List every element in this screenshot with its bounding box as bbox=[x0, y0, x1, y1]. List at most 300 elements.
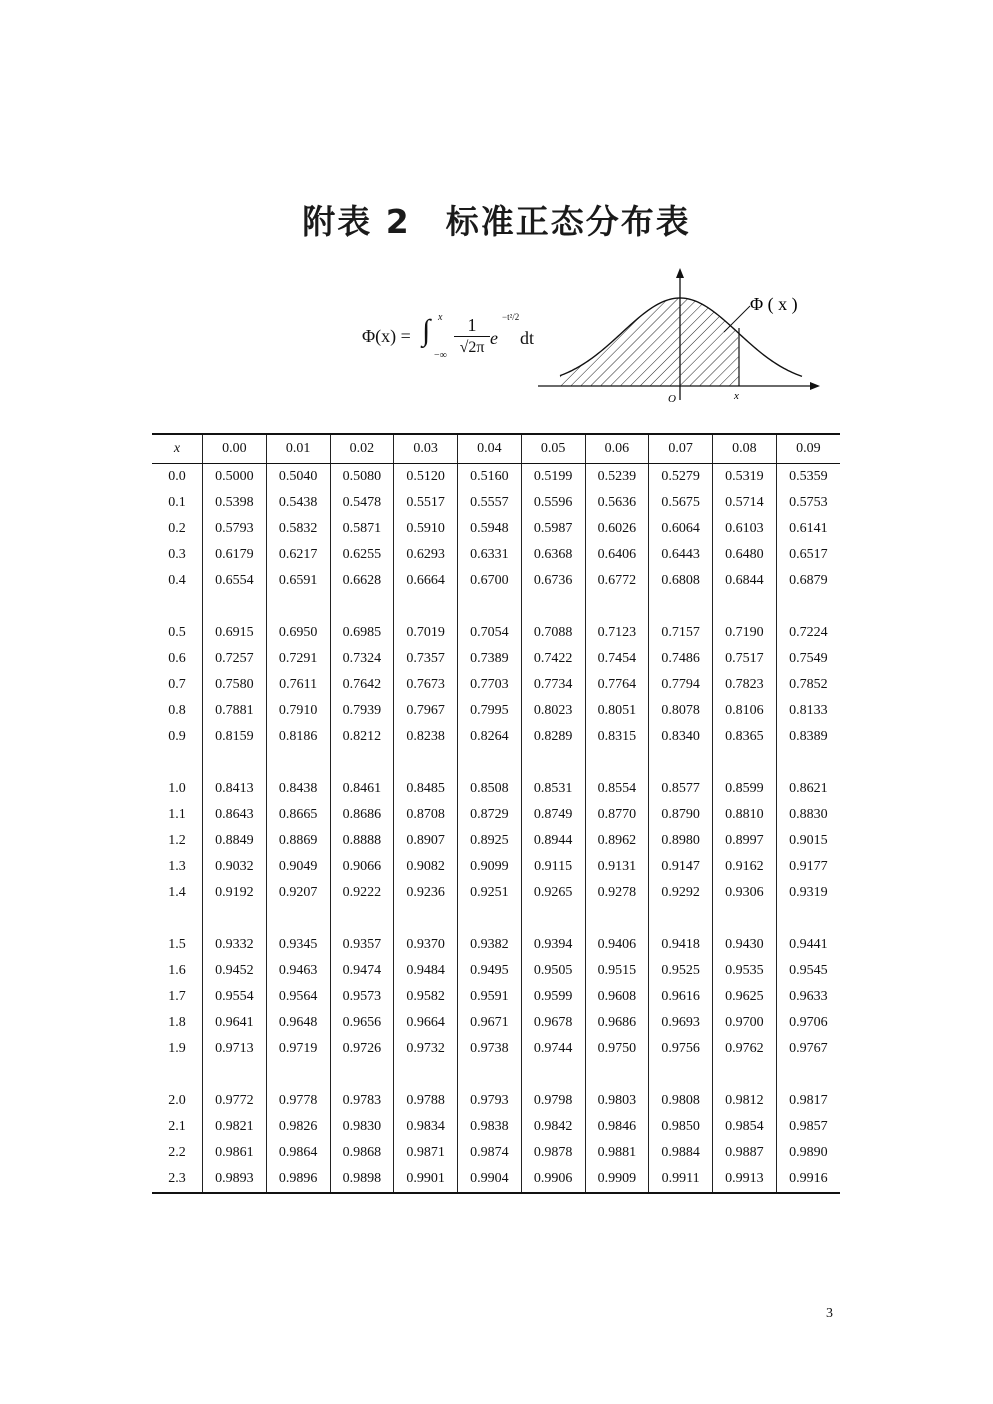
table-cell: 0.9890 bbox=[776, 1140, 840, 1166]
table-row bbox=[152, 568, 840, 594]
table-cell: 0.8708 bbox=[394, 802, 458, 828]
table-cell: 0.9441 bbox=[776, 932, 840, 958]
table-cell: 0.6950 bbox=[266, 620, 330, 646]
table-cell: 0.9222 bbox=[330, 880, 394, 906]
table-cell: 0.7088 bbox=[521, 620, 585, 646]
integral-upper-limit: x bbox=[438, 312, 443, 323]
table-row bbox=[152, 828, 840, 854]
spacer-cell bbox=[330, 594, 394, 620]
table-cell: 0.8830 bbox=[776, 802, 840, 828]
table-row bbox=[152, 464, 840, 491]
table-cell: 0.6179 bbox=[203, 542, 267, 568]
table-cell: 0.8790 bbox=[649, 802, 713, 828]
table-cell: 0.9406 bbox=[585, 932, 649, 958]
spacer-cell bbox=[776, 1062, 840, 1088]
table-cell: 0.8531 bbox=[521, 776, 585, 802]
table-cell: 0.7224 bbox=[776, 620, 840, 646]
cdf-formula bbox=[362, 312, 552, 372]
table-cell: 0.8340 bbox=[649, 724, 713, 750]
table-cell: 0.9545 bbox=[776, 958, 840, 984]
table-cell: 0.6700 bbox=[458, 568, 522, 594]
table-cell: 0.9881 bbox=[585, 1140, 649, 1166]
page-title: 附表 2 标准正态分布表 bbox=[302, 202, 691, 241]
spacer-cell bbox=[330, 906, 394, 932]
group-spacer-row bbox=[152, 1062, 840, 1088]
table-cell: 0.7967 bbox=[394, 698, 458, 724]
table-cell: 0.6628 bbox=[330, 568, 394, 594]
table-cell: 0.8686 bbox=[330, 802, 394, 828]
table-cell: 0.8925 bbox=[458, 828, 522, 854]
table-cell: 0.5279 bbox=[649, 464, 713, 491]
normal-distribution-table bbox=[152, 433, 840, 1194]
table-cell: 0.7673 bbox=[394, 672, 458, 698]
row-x-value: 0.1 bbox=[168, 495, 186, 510]
table-cell: 0.8749 bbox=[521, 802, 585, 828]
table-cell: 0.6103 bbox=[713, 516, 777, 542]
curve-label: Φ ( x ) bbox=[750, 294, 798, 314]
table-cell: 0.9032 bbox=[203, 854, 267, 880]
table-cell: 0.7291 bbox=[266, 646, 330, 672]
row-x-value: 0.8 bbox=[168, 703, 186, 718]
table-cell: 0.9838 bbox=[458, 1114, 522, 1140]
table-header-row bbox=[152, 434, 840, 464]
row-x-value: 1.2 bbox=[168, 833, 186, 848]
table-cell: 0.9525 bbox=[649, 958, 713, 984]
table-cell: 0.9015 bbox=[776, 828, 840, 854]
spacer-cell bbox=[266, 1062, 330, 1088]
table-cell: 0.6480 bbox=[713, 542, 777, 568]
table-cell: 0.8621 bbox=[776, 776, 840, 802]
table-cell: 0.5199 bbox=[521, 464, 585, 491]
spacer-cell bbox=[330, 1062, 394, 1088]
table-cell: 0.5675 bbox=[649, 490, 713, 516]
table-cell: 0.9762 bbox=[713, 1036, 777, 1062]
table-cell: 0.9693 bbox=[649, 1010, 713, 1036]
table-cell: 0.9207 bbox=[266, 880, 330, 906]
table-cell: 0.9713 bbox=[203, 1036, 267, 1062]
row-x-value: 2.3 bbox=[152, 1166, 203, 1193]
table-cell: 0.9738 bbox=[458, 1036, 522, 1062]
column-header: 0.01 bbox=[266, 434, 330, 464]
table-cell: 0.6808 bbox=[649, 568, 713, 594]
table-cell: 0.7611 bbox=[266, 672, 330, 698]
integral-sign: ∫ bbox=[422, 314, 431, 347]
table-cell: 0.7939 bbox=[330, 698, 394, 724]
table-cell: 0.9236 bbox=[394, 880, 458, 906]
table-cell: 0.9357 bbox=[330, 932, 394, 958]
table-cell: 0.9842 bbox=[521, 1114, 585, 1140]
fraction-denominator: √2π bbox=[459, 339, 485, 356]
table-cell: 0.9767 bbox=[776, 1036, 840, 1062]
spacer-cell bbox=[394, 750, 458, 776]
table-cell: 0.8413 bbox=[203, 776, 267, 802]
table-cell: 0.9901 bbox=[394, 1166, 458, 1193]
table-cell: 0.5160 bbox=[458, 464, 522, 491]
table-cell: 0.6331 bbox=[458, 542, 522, 568]
spacer-cell bbox=[649, 1062, 713, 1088]
table-cell: 0.9484 bbox=[394, 958, 458, 984]
table-cell: 0.6664 bbox=[394, 568, 458, 594]
table-cell: 0.5319 bbox=[713, 464, 777, 491]
table-cell: 0.8577 bbox=[649, 776, 713, 802]
table-cell: 0.9633 bbox=[776, 984, 840, 1010]
table-cell: 0.7794 bbox=[649, 672, 713, 698]
table-cell: 0.6443 bbox=[649, 542, 713, 568]
table-cell: 0.7454 bbox=[585, 646, 649, 672]
table-cell: 0.8599 bbox=[713, 776, 777, 802]
table-cell: 0.9162 bbox=[713, 854, 777, 880]
spacer-cell bbox=[776, 750, 840, 776]
spacer-cell bbox=[394, 906, 458, 932]
table-cell: 0.9756 bbox=[649, 1036, 713, 1062]
table-cell: 0.9278 bbox=[585, 880, 649, 906]
spacer-cell bbox=[649, 750, 713, 776]
row-x-value: 2.1 bbox=[168, 1119, 186, 1134]
table-cell: 0.9904 bbox=[458, 1166, 522, 1193]
spacer-cell bbox=[266, 906, 330, 932]
row-x-value: 0.3 bbox=[168, 547, 186, 562]
table-cell: 0.9049 bbox=[266, 854, 330, 880]
table-cell: 0.9131 bbox=[585, 854, 649, 880]
table-cell: 0.7703 bbox=[458, 672, 522, 698]
table-cell: 0.5557 bbox=[458, 490, 522, 516]
table-cell: 0.7642 bbox=[330, 672, 394, 698]
table-cell: 0.5438 bbox=[266, 490, 330, 516]
table-cell: 0.5239 bbox=[585, 464, 649, 491]
spacer-cell bbox=[585, 1062, 649, 1088]
table-row bbox=[152, 1114, 840, 1140]
table-cell: 0.5948 bbox=[458, 516, 522, 542]
label-leader-line bbox=[724, 306, 750, 332]
column-header: 0.05 bbox=[521, 434, 585, 464]
table-cell: 0.8980 bbox=[649, 828, 713, 854]
table-cell: 0.5478 bbox=[330, 490, 394, 516]
spacer-cell bbox=[649, 906, 713, 932]
table-cell: 0.9430 bbox=[713, 932, 777, 958]
table-cell: 0.9306 bbox=[713, 880, 777, 906]
table-cell: 0.8238 bbox=[394, 724, 458, 750]
table-cell: 0.7324 bbox=[330, 646, 394, 672]
spacer-cell bbox=[152, 594, 203, 620]
group-spacer-row bbox=[152, 594, 840, 620]
table-cell: 0.8106 bbox=[713, 698, 777, 724]
column-header: 0.02 bbox=[330, 434, 394, 464]
table-cell: 0.9177 bbox=[776, 854, 840, 880]
spacer-cell bbox=[152, 906, 203, 932]
spacer-cell bbox=[521, 750, 585, 776]
column-header: 0.00 bbox=[203, 434, 267, 464]
table-row bbox=[152, 958, 840, 984]
spacer-cell bbox=[713, 594, 777, 620]
table-row bbox=[152, 490, 840, 516]
spacer-cell bbox=[713, 906, 777, 932]
table-cell: 0.9812 bbox=[713, 1088, 777, 1114]
table-cell: 0.9616 bbox=[649, 984, 713, 1010]
row-x-value: 1.5 bbox=[168, 937, 186, 952]
table-cell: 0.7580 bbox=[203, 672, 267, 698]
table-cell: 0.9700 bbox=[713, 1010, 777, 1036]
table-cell: 0.8023 bbox=[521, 698, 585, 724]
table-cell: 0.9744 bbox=[521, 1036, 585, 1062]
table-cell: 0.9874 bbox=[458, 1140, 522, 1166]
table-cell: 0.7764 bbox=[585, 672, 649, 698]
table-cell: 0.9772 bbox=[203, 1088, 267, 1114]
table-cell: 0.8907 bbox=[394, 828, 458, 854]
table-row bbox=[152, 1140, 840, 1166]
table-row bbox=[152, 1088, 840, 1114]
table-cell: 0.9906 bbox=[521, 1166, 585, 1193]
table-cell: 0.9656 bbox=[330, 1010, 394, 1036]
table-cell: 0.9332 bbox=[203, 932, 267, 958]
table-cell: 0.7734 bbox=[521, 672, 585, 698]
table-cell: 0.9582 bbox=[394, 984, 458, 1010]
table-row bbox=[152, 1166, 840, 1193]
page-number: 3 bbox=[826, 1306, 833, 1321]
table-cell: 0.7486 bbox=[649, 646, 713, 672]
spacer-cell bbox=[458, 906, 522, 932]
table-cell: 0.6554 bbox=[203, 568, 267, 594]
row-x-value: 1.3 bbox=[168, 859, 186, 874]
table-cell: 0.9830 bbox=[330, 1114, 394, 1140]
table-cell: 0.8997 bbox=[713, 828, 777, 854]
table-cell: 0.7823 bbox=[713, 672, 777, 698]
differential: dt bbox=[520, 328, 535, 348]
table-row bbox=[152, 698, 840, 724]
table-cell: 0.8264 bbox=[458, 724, 522, 750]
table-cell: 0.9515 bbox=[585, 958, 649, 984]
table-cell: 0.7190 bbox=[713, 620, 777, 646]
table-cell: 0.5120 bbox=[394, 464, 458, 491]
table-row bbox=[152, 542, 840, 568]
table-cell: 0.9778 bbox=[266, 1088, 330, 1114]
table-cell: 0.9857 bbox=[776, 1114, 840, 1140]
table-cell: 0.9147 bbox=[649, 854, 713, 880]
table-cell: 0.8485 bbox=[394, 776, 458, 802]
spacer-cell bbox=[330, 750, 394, 776]
table-cell: 0.9535 bbox=[713, 958, 777, 984]
table-cell: 0.5517 bbox=[394, 490, 458, 516]
table-cell: 0.6517 bbox=[776, 542, 840, 568]
exp-exponent: −t²/2 bbox=[502, 312, 520, 322]
table-cell: 0.7852 bbox=[776, 672, 840, 698]
row-x-value: 2.0 bbox=[168, 1093, 186, 1108]
table-cell: 0.5398 bbox=[203, 490, 267, 516]
table-cell: 0.5000 bbox=[203, 464, 267, 491]
fraction-numerator: 1 bbox=[454, 314, 490, 337]
table-cell: 0.9292 bbox=[649, 880, 713, 906]
table-cell: 0.9382 bbox=[458, 932, 522, 958]
formula-lhs: Φ(x) = bbox=[362, 326, 411, 346]
table-cell: 0.6985 bbox=[330, 620, 394, 646]
table-cell: 0.9846 bbox=[585, 1114, 649, 1140]
x-axis-arrow bbox=[810, 382, 820, 390]
row-x-value: 0.0 bbox=[168, 469, 186, 484]
table-cell: 0.5871 bbox=[330, 516, 394, 542]
table-cell: 0.5040 bbox=[266, 464, 330, 491]
table-cell: 0.9192 bbox=[203, 880, 267, 906]
table-row bbox=[152, 880, 840, 906]
table-cell: 0.8869 bbox=[266, 828, 330, 854]
table-cell: 0.7549 bbox=[776, 646, 840, 672]
table-cell: 0.9788 bbox=[394, 1088, 458, 1114]
table-cell: 0.7019 bbox=[394, 620, 458, 646]
table-cell: 0.6141 bbox=[776, 516, 840, 542]
spacer-cell bbox=[458, 750, 522, 776]
spacer-cell bbox=[458, 594, 522, 620]
table-cell: 0.9834 bbox=[394, 1114, 458, 1140]
table-cell: 0.8944 bbox=[521, 828, 585, 854]
table-cell: 0.9418 bbox=[649, 932, 713, 958]
table-cell: 0.9706 bbox=[776, 1010, 840, 1036]
table-cell: 0.5832 bbox=[266, 516, 330, 542]
table-cell: 0.8212 bbox=[330, 724, 394, 750]
table-cell: 0.9808 bbox=[649, 1088, 713, 1114]
spacer-cell bbox=[152, 1062, 203, 1088]
y-axis-arrow bbox=[676, 268, 684, 278]
x-tick-label: x bbox=[734, 390, 739, 402]
table-cell: 0.9826 bbox=[266, 1114, 330, 1140]
table-cell: 0.6772 bbox=[585, 568, 649, 594]
table-cell: 0.6217 bbox=[266, 542, 330, 568]
table-cell: 0.7422 bbox=[521, 646, 585, 672]
table-cell: 0.9861 bbox=[203, 1140, 267, 1166]
table-cell: 0.9686 bbox=[585, 1010, 649, 1036]
row-x-value: 1.6 bbox=[168, 963, 186, 978]
table-cell: 0.9564 bbox=[266, 984, 330, 1010]
table-cell: 0.9474 bbox=[330, 958, 394, 984]
table-cell: 0.9884 bbox=[649, 1140, 713, 1166]
fraction bbox=[454, 314, 490, 359]
table-cell: 0.9641 bbox=[203, 1010, 267, 1036]
table-row bbox=[152, 854, 840, 880]
table-cell: 0.9850 bbox=[649, 1114, 713, 1140]
row-x-value: 0.4 bbox=[168, 573, 186, 588]
table-cell: 0.5910 bbox=[394, 516, 458, 542]
table-cell: 0.7995 bbox=[458, 698, 522, 724]
row-x-value: 0.6 bbox=[168, 651, 186, 666]
table-cell: 0.9082 bbox=[394, 854, 458, 880]
table-cell: 0.8389 bbox=[776, 724, 840, 750]
table-cell: 0.9898 bbox=[330, 1166, 394, 1193]
integral-lower-limit: −∞ bbox=[434, 350, 447, 361]
table-cell: 0.5636 bbox=[585, 490, 649, 516]
table-cell: 0.6406 bbox=[585, 542, 649, 568]
table-cell: 0.8051 bbox=[585, 698, 649, 724]
table-cell: 0.9726 bbox=[330, 1036, 394, 1062]
table-cell: 0.8365 bbox=[713, 724, 777, 750]
row-x-value: 0.7 bbox=[168, 677, 186, 692]
spacer-cell bbox=[521, 1062, 585, 1088]
table-row bbox=[152, 516, 840, 542]
table-cell: 0.5793 bbox=[203, 516, 267, 542]
table-row bbox=[152, 724, 840, 750]
column-header: 0.03 bbox=[394, 434, 458, 464]
table-cell: 0.9591 bbox=[458, 984, 522, 1010]
table-cell: 0.8770 bbox=[585, 802, 649, 828]
table-row bbox=[152, 932, 840, 958]
table-cell: 0.9599 bbox=[521, 984, 585, 1010]
row-x-value: 0.5 bbox=[168, 625, 186, 640]
table-cell: 0.6915 bbox=[203, 620, 267, 646]
table-cell: 0.9913 bbox=[713, 1166, 777, 1193]
table-cell: 0.9719 bbox=[266, 1036, 330, 1062]
table-cell: 0.9648 bbox=[266, 1010, 330, 1036]
row-x-value: 1.7 bbox=[168, 989, 186, 1004]
table-cell: 0.9495 bbox=[458, 958, 522, 984]
table-cell: 0.7123 bbox=[585, 620, 649, 646]
row-x-value: 1.0 bbox=[168, 781, 186, 796]
table-cell: 0.8643 bbox=[203, 802, 267, 828]
group-spacer-row bbox=[152, 750, 840, 776]
table-cell: 0.6368 bbox=[521, 542, 585, 568]
table-row bbox=[152, 984, 840, 1010]
table-cell: 0.9864 bbox=[266, 1140, 330, 1166]
table-cell: 0.9115 bbox=[521, 854, 585, 880]
spacer-cell bbox=[458, 1062, 522, 1088]
normal-curve-graph bbox=[536, 262, 836, 412]
table-cell: 0.9664 bbox=[394, 1010, 458, 1036]
table-cell: 0.6879 bbox=[776, 568, 840, 594]
table-cell: 0.7881 bbox=[203, 698, 267, 724]
spacer-cell bbox=[713, 1062, 777, 1088]
table-cell: 0.9573 bbox=[330, 984, 394, 1010]
table-cell: 0.9783 bbox=[330, 1088, 394, 1114]
spacer-cell bbox=[394, 1062, 458, 1088]
table-cell: 0.9916 bbox=[776, 1166, 840, 1193]
table-cell: 0.8315 bbox=[585, 724, 649, 750]
table-cell: 0.9505 bbox=[521, 958, 585, 984]
spacer-cell bbox=[203, 750, 267, 776]
column-header: 0.04 bbox=[458, 434, 522, 464]
table-cell: 0.7157 bbox=[649, 620, 713, 646]
table-cell: 0.8849 bbox=[203, 828, 267, 854]
spacer-cell bbox=[521, 594, 585, 620]
table-cell: 0.9099 bbox=[458, 854, 522, 880]
row-x-value: 1.8 bbox=[168, 1015, 186, 1030]
table-cell: 0.6591 bbox=[266, 568, 330, 594]
table-row bbox=[152, 672, 840, 698]
table-cell: 0.9671 bbox=[458, 1010, 522, 1036]
spacer-cell bbox=[776, 906, 840, 932]
spacer-cell bbox=[585, 906, 649, 932]
spacer-cell bbox=[266, 750, 330, 776]
table-row bbox=[152, 1010, 840, 1036]
table-cell: 0.5753 bbox=[776, 490, 840, 516]
table-cell: 0.9871 bbox=[394, 1140, 458, 1166]
table-cell: 0.9878 bbox=[521, 1140, 585, 1166]
table-body bbox=[152, 464, 840, 1194]
table-cell: 0.9625 bbox=[713, 984, 777, 1010]
table-row bbox=[152, 620, 840, 646]
table-cell: 0.8289 bbox=[521, 724, 585, 750]
table-cell: 0.6736 bbox=[521, 568, 585, 594]
table-cell: 0.8438 bbox=[266, 776, 330, 802]
table-cell: 0.8554 bbox=[585, 776, 649, 802]
table-cell: 0.8888 bbox=[330, 828, 394, 854]
spacer-cell bbox=[649, 594, 713, 620]
table-cell: 0.9911 bbox=[649, 1166, 713, 1193]
table-cell: 0.7910 bbox=[266, 698, 330, 724]
x-column-header: x bbox=[152, 434, 203, 464]
table-cell: 0.6064 bbox=[649, 516, 713, 542]
table-cell: 0.8810 bbox=[713, 802, 777, 828]
table-cell: 0.9452 bbox=[203, 958, 267, 984]
table-cell: 0.7517 bbox=[713, 646, 777, 672]
table-cell: 0.6844 bbox=[713, 568, 777, 594]
row-x-value: 1.4 bbox=[168, 885, 186, 900]
column-header: 0.07 bbox=[649, 434, 713, 464]
table-cell: 0.9793 bbox=[458, 1088, 522, 1114]
